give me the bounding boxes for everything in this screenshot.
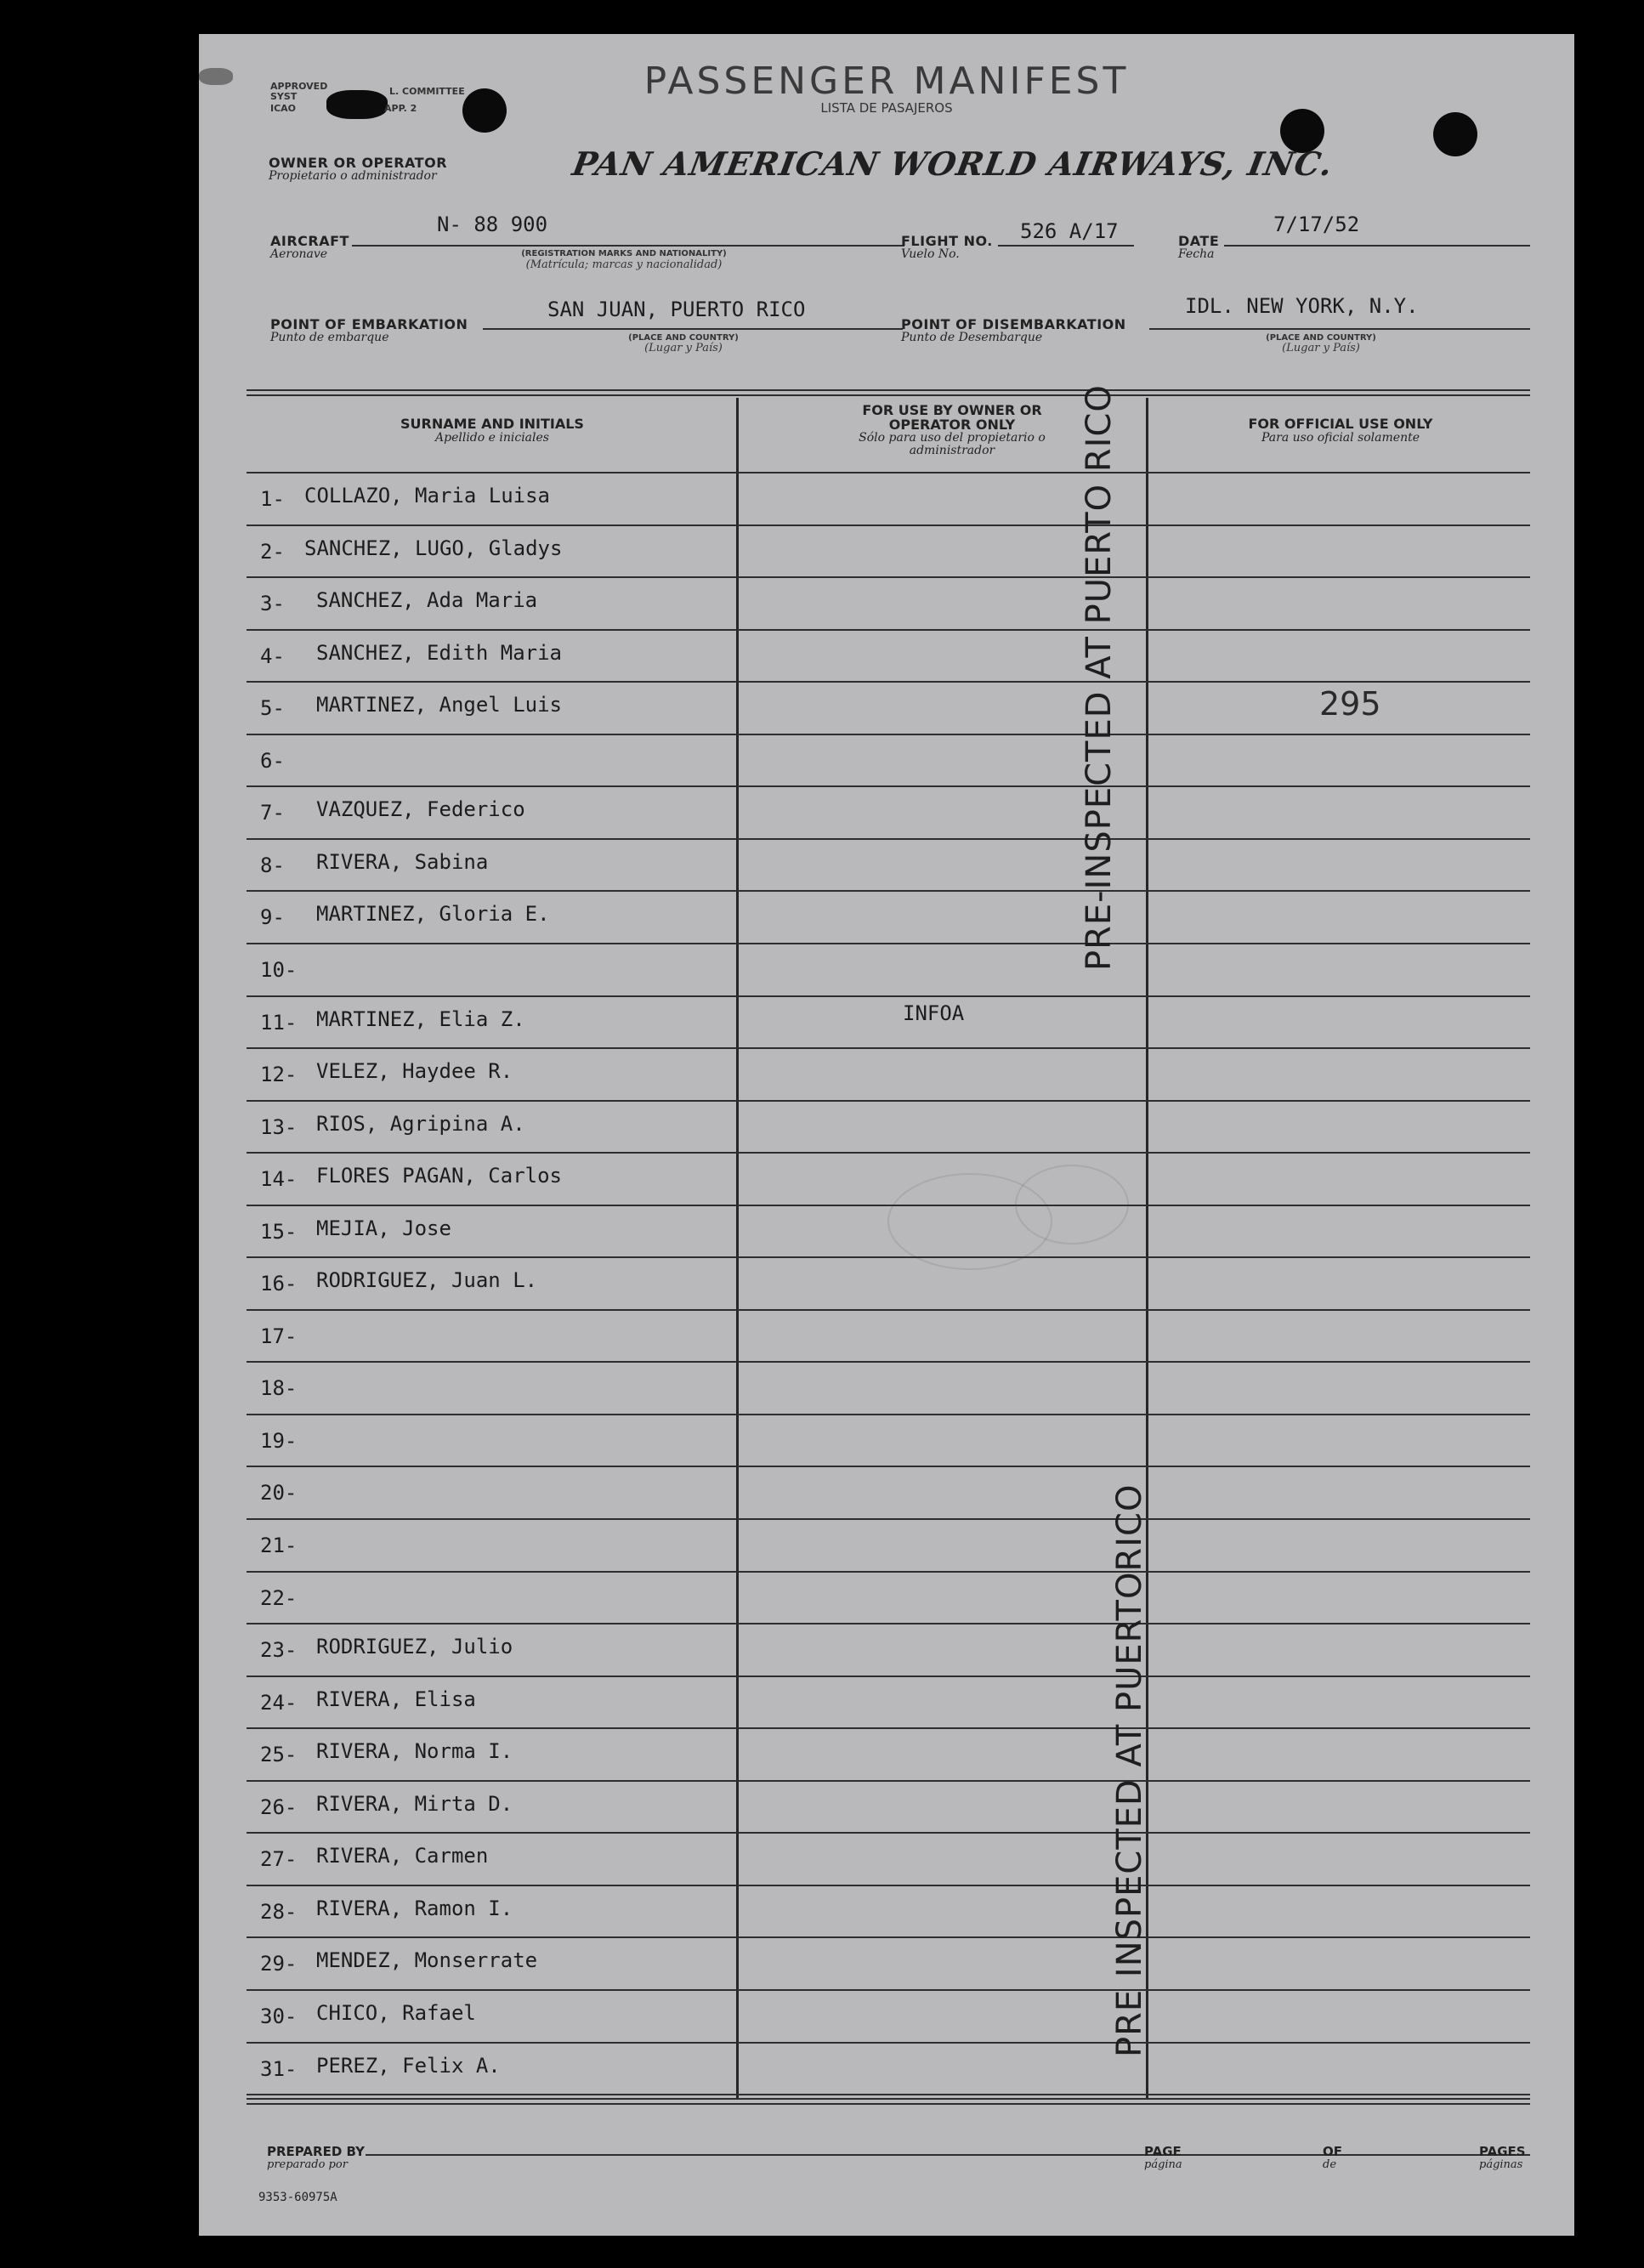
passenger-name: SANCHEZ, Edith Maria bbox=[316, 640, 562, 665]
punch-hole-right-2 bbox=[1433, 112, 1477, 156]
official-use-number: 295 bbox=[1319, 685, 1381, 723]
embark-underline bbox=[483, 328, 903, 330]
row-number: 28- bbox=[260, 1899, 298, 1924]
page-label: PAGE bbox=[1144, 2144, 1182, 2159]
flight-value: 526 A/17 bbox=[1020, 219, 1119, 243]
pages-label-es: páginas bbox=[1479, 2158, 1523, 2171]
passenger-name: RIVERA, Sabina bbox=[316, 849, 489, 874]
passenger-name: MARTINEZ, Elia Z. bbox=[316, 1006, 525, 1031]
passenger-name: RIVERA, Elisa bbox=[316, 1687, 476, 1711]
table-bottom-rule-2 bbox=[247, 2103, 1530, 2105]
row-number: 27- bbox=[260, 1847, 298, 1872]
row-rule bbox=[247, 995, 1530, 997]
row-number: 20- bbox=[260, 1481, 298, 1505]
row-number: 19- bbox=[260, 1428, 298, 1453]
disembark-caption: (PLACE AND COUNTRY) bbox=[1266, 333, 1376, 343]
row-rule bbox=[247, 1936, 1530, 1938]
row-rule bbox=[247, 1100, 1530, 1102]
names-column-header-es: Apellido e iniciales bbox=[435, 431, 549, 445]
page-title: PASSENGER MANIFEST bbox=[643, 60, 1130, 103]
aircraft-caption: (REGISTRATION MARKS AND NATIONALITY) bbox=[521, 249, 727, 258]
row-rule bbox=[247, 1047, 1530, 1049]
prepared-by-label: PREPARED BY bbox=[267, 2144, 365, 2159]
row-rule bbox=[247, 1571, 1530, 1573]
passenger-name: RIOS, Agripina A. bbox=[316, 1111, 525, 1136]
row-number: 11- bbox=[260, 1010, 298, 1035]
owner-use-note: INFOA bbox=[903, 1001, 965, 1025]
row-number: 26- bbox=[260, 1795, 298, 1819]
page-subtitle: LISTA DE PASAJEROS bbox=[820, 100, 953, 116]
passenger-name: MEJIA, Jose bbox=[316, 1216, 451, 1240]
of-label: OF bbox=[1323, 2144, 1342, 2159]
row-rule bbox=[247, 1256, 1530, 1258]
passenger-name: RIVERA, Carmen bbox=[316, 1844, 489, 1868]
row-rule bbox=[247, 2042, 1530, 2044]
row-rule bbox=[247, 681, 1530, 683]
row-number: 29- bbox=[260, 1952, 298, 1976]
aircraft-caption-es: (Matrícula; marcas y nacionalidad) bbox=[525, 258, 723, 271]
passenger-name: RODRIGUEZ, Juan L. bbox=[316, 1268, 538, 1293]
faint-stamp-mark-2 bbox=[1015, 1165, 1129, 1245]
row-rule bbox=[247, 1675, 1530, 1677]
row-rule bbox=[247, 1466, 1530, 1467]
row-rule bbox=[247, 629, 1530, 631]
row-rule bbox=[247, 1518, 1530, 1520]
passenger-name: SANCHEZ, LUGO, Gladys bbox=[304, 536, 563, 560]
row-number: 14- bbox=[260, 1167, 298, 1192]
embark-label: POINT OF EMBARKATION bbox=[270, 316, 468, 332]
row-number: 30- bbox=[260, 2004, 298, 2028]
row-number: 9- bbox=[260, 905, 285, 930]
form-number: 9353-60975A bbox=[258, 2191, 337, 2204]
date-underline bbox=[1224, 245, 1530, 247]
row-rule bbox=[247, 1361, 1530, 1363]
row-rule bbox=[247, 1885, 1530, 1886]
passenger-name: RIVERA, Norma I. bbox=[316, 1739, 513, 1764]
row-number: 4- bbox=[260, 644, 285, 668]
passenger-name: VAZQUEZ, Federico bbox=[316, 797, 525, 822]
embark-label-es: Punto de embarque bbox=[270, 331, 389, 344]
passenger-name: CHICO, Rafael bbox=[316, 2000, 476, 2025]
row-rule bbox=[247, 890, 1530, 892]
row-number: 23- bbox=[260, 1638, 298, 1663]
row-rule bbox=[247, 2094, 1530, 2095]
row-rule bbox=[247, 1989, 1530, 1991]
row-number: 18- bbox=[260, 1376, 298, 1401]
row-number: 15- bbox=[260, 1219, 298, 1244]
row-rule bbox=[247, 1832, 1530, 1834]
passenger-name: RODRIGUEZ, Julio bbox=[316, 1635, 513, 1659]
row-rule bbox=[247, 576, 1530, 578]
aircraft-label-es: Aeronave bbox=[270, 247, 328, 261]
operator-name: PAN AMERICAN WORLD AIRWAYS, INC. bbox=[570, 145, 1336, 183]
official-column-header-es: Para uso oficial solamente bbox=[1261, 431, 1420, 445]
flight-label: FLIGHT NO. bbox=[901, 233, 993, 249]
table-bottom-rule-1 bbox=[247, 2098, 1530, 2100]
passenger-name: MARTINEZ, Angel Luis bbox=[316, 693, 562, 717]
passenger-name: RIVERA, Ramon I. bbox=[316, 1896, 513, 1920]
row-rule bbox=[247, 943, 1530, 944]
column-divider-1 bbox=[736, 398, 739, 2098]
row-number: 21- bbox=[260, 1534, 298, 1557]
page-label-es: página bbox=[1144, 2158, 1182, 2171]
date-label: DATE bbox=[1178, 233, 1220, 249]
row-number: 1- bbox=[260, 487, 285, 511]
passenger-name: MENDEZ, Monserrate bbox=[316, 1948, 538, 1973]
row-number: 16- bbox=[260, 1272, 298, 1296]
row-number: 31- bbox=[260, 2056, 298, 2081]
official-column-header: FOR OFFICIAL USE ONLY bbox=[1248, 416, 1433, 432]
owner-column-header: FOR USE BY OWNER OR OPERATOR ONLY bbox=[862, 402, 1042, 433]
row-number: 13- bbox=[260, 1114, 298, 1139]
prepared-by-underline bbox=[366, 2154, 1530, 2156]
table-top-rule-1 bbox=[247, 389, 1530, 391]
row-rule bbox=[247, 734, 1530, 735]
date-value: 7/17/52 bbox=[1273, 213, 1360, 236]
row-rule bbox=[247, 1623, 1530, 1624]
date-label-es: Fecha bbox=[1178, 247, 1215, 261]
flight-label-es: Vuelo No. bbox=[901, 247, 960, 261]
header-rule bbox=[247, 472, 1530, 473]
prepared-by-label-es: preparado por bbox=[267, 2158, 348, 2171]
embark-caption-es: (Lugar y País) bbox=[644, 342, 723, 354]
row-rule bbox=[247, 1205, 1530, 1206]
row-number: 17- bbox=[260, 1324, 298, 1348]
table-top-rule-2 bbox=[247, 394, 1530, 396]
row-rule bbox=[247, 524, 1530, 526]
owner-label-es: Propietario o administrador bbox=[269, 169, 437, 183]
row-number: 6- bbox=[260, 748, 285, 773]
row-rule bbox=[247, 785, 1530, 787]
passenger-name: RIVERA, Mirta D. bbox=[316, 1791, 513, 1816]
disembark-underline bbox=[1149, 328, 1530, 330]
pre-inspected-stamp-bottom: PRE INSPECTED AT PUERTORICO bbox=[1110, 1483, 1149, 2057]
flight-underline bbox=[998, 245, 1134, 247]
passenger-name: VELEZ, Haydee R. bbox=[316, 1059, 513, 1084]
disembark-label: POINT OF DISEMBARKATION bbox=[901, 316, 1126, 332]
aircraft-label: AIRCRAFT bbox=[270, 233, 349, 249]
row-rule bbox=[247, 1727, 1530, 1729]
approval-line-3b: APP. 2 bbox=[384, 103, 417, 114]
approval-line-2b: L. COMMITTEE bbox=[389, 86, 465, 97]
row-number: 8- bbox=[260, 853, 285, 877]
row-rule bbox=[247, 838, 1530, 840]
names-column-header: SURNAME AND INITIALS bbox=[400, 416, 584, 432]
aircraft-value: N- 88 900 bbox=[437, 213, 548, 236]
disembark-caption-es: (Lugar y País) bbox=[1282, 342, 1360, 354]
aircraft-underline bbox=[352, 245, 904, 247]
row-number: 24- bbox=[260, 1690, 298, 1715]
disembark-value: IDL. NEW YORK, N.Y. bbox=[1185, 294, 1419, 318]
row-rule bbox=[247, 1414, 1530, 1415]
approval-line-3: ICAO bbox=[270, 103, 297, 114]
row-number: 7- bbox=[260, 801, 285, 825]
disembark-label-es: Punto de Desembarque bbox=[901, 331, 1043, 344]
row-rule bbox=[247, 1152, 1530, 1154]
embark-caption: (PLACE AND COUNTRY) bbox=[628, 333, 739, 343]
row-number: 10- bbox=[260, 957, 298, 982]
row-number: 5- bbox=[260, 696, 285, 721]
passenger-name: SANCHEZ, Ada Maria bbox=[316, 588, 538, 613]
approval-line-2: SYST bbox=[270, 91, 298, 102]
embark-value: SAN JUAN, PUERTO RICO bbox=[547, 298, 806, 321]
row-number: 12- bbox=[260, 1063, 298, 1087]
manifest-page bbox=[199, 34, 1574, 2236]
of-label-es: de bbox=[1323, 2158, 1337, 2171]
row-number: 2- bbox=[260, 539, 285, 564]
passenger-name: PEREZ, Felix A. bbox=[316, 2053, 501, 2078]
approval-line-1: APPROVED bbox=[270, 81, 328, 92]
row-rule bbox=[247, 1780, 1530, 1782]
passenger-name: MARTINEZ, Gloria E. bbox=[316, 902, 550, 927]
owner-label: OWNER OR OPERATOR bbox=[269, 155, 448, 171]
passenger-name: FLORES PAGAN, Carlos bbox=[316, 1164, 562, 1188]
passenger-name: COLLAZO, Maria Luisa bbox=[304, 484, 550, 507]
pages-label: PAGES bbox=[1479, 2144, 1526, 2159]
row-number: 3- bbox=[260, 592, 285, 616]
row-rule bbox=[247, 1309, 1530, 1311]
owner-column-header-es: Sólo para uso del propietario o administrador bbox=[859, 431, 1046, 457]
row-number: 25- bbox=[260, 1743, 298, 1767]
pre-inspected-stamp-top: PRE-INSPECTED AT PUERTO RICO bbox=[1080, 384, 1119, 971]
row-number: 22- bbox=[260, 1585, 298, 1610]
